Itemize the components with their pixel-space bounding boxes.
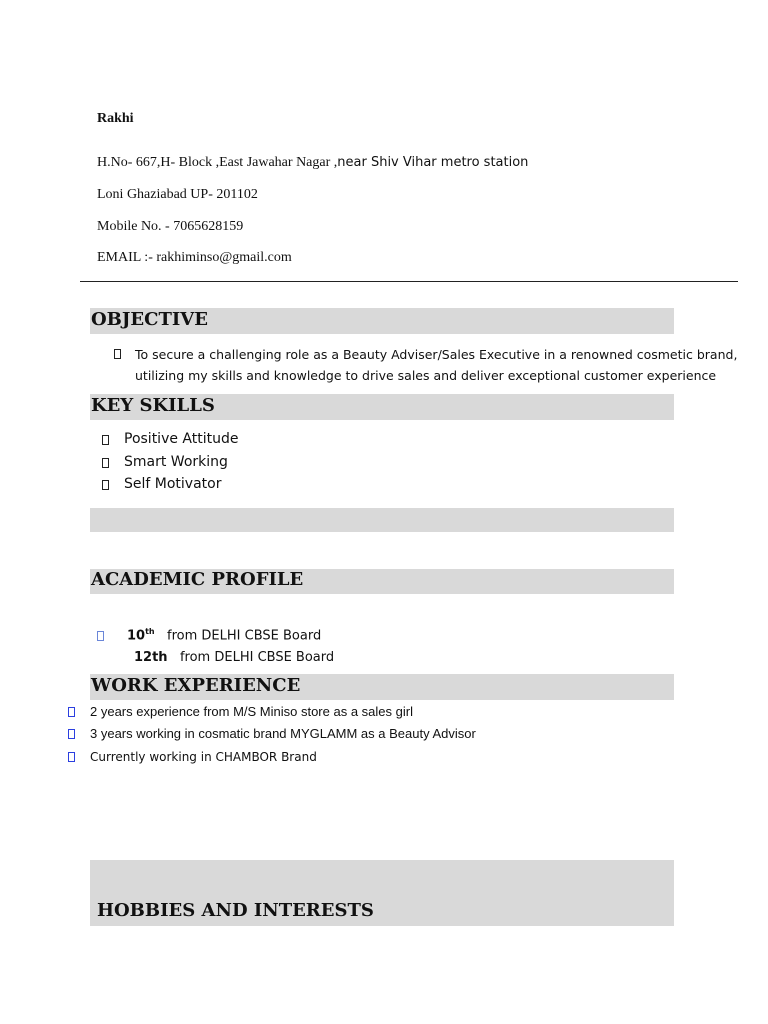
bullet-icon — [102, 480, 109, 490]
bullet-icon — [68, 707, 75, 717]
key-skills-heading: KEY SKILLS — [91, 395, 215, 416]
header-divider — [80, 281, 738, 282]
work-item: Currently working in CHAMBOR Brand — [90, 750, 317, 764]
email-address: EMAIL :- rakhiminso@gmail.com — [97, 250, 292, 265]
hobbies-heading: HOBBIES AND INTERESTS — [97, 900, 374, 921]
skill-item: Self Motivator — [124, 476, 222, 492]
blank-band — [90, 508, 674, 532]
bullet-icon — [97, 631, 104, 641]
work-item: 3 years working in cosmatic brand MYGLAMM as a Beauty Advisor — [90, 726, 476, 741]
bullet-icon — [68, 752, 75, 762]
bullet-icon — [114, 349, 121, 359]
academic-item-10th: 10th from DELHI CBSE Board — [127, 627, 322, 644]
academic-heading: ACADEMIC PROFILE — [91, 569, 304, 590]
objective-text: To secure a challenging role as a Beauty Adviser/Sales Executive in a renowned cosmetic brand, utilizing my skills and knowledge to drive sales and deliver exceptional customer experience — [135, 347, 738, 383]
bullet-icon — [102, 458, 109, 468]
mobile-number: Mobile No. - 7065628159 — [97, 219, 244, 234]
skill-item: Positive Attitude — [124, 431, 239, 447]
candidate-name: Rakhi — [97, 111, 134, 126]
skill-item: Smart Working — [124, 454, 228, 470]
work-heading: WORK EXPERIENCE — [91, 675, 301, 696]
academic-item-12th: 12th from DELHI CBSE Board — [134, 650, 335, 665]
bullet-icon — [102, 435, 109, 445]
work-item: 2 years experience from M/S Miniso store as a sales girl — [90, 704, 413, 719]
address-line-2: Loni Ghaziabad UP- 201102 — [97, 187, 258, 202]
bullet-icon — [68, 729, 75, 739]
address-line-1: H.No- 667,H- Block ,East Jawahar Nagar ,near Shiv Vihar metro station — [97, 155, 529, 170]
objective-heading: OBJECTIVE — [91, 309, 208, 330]
